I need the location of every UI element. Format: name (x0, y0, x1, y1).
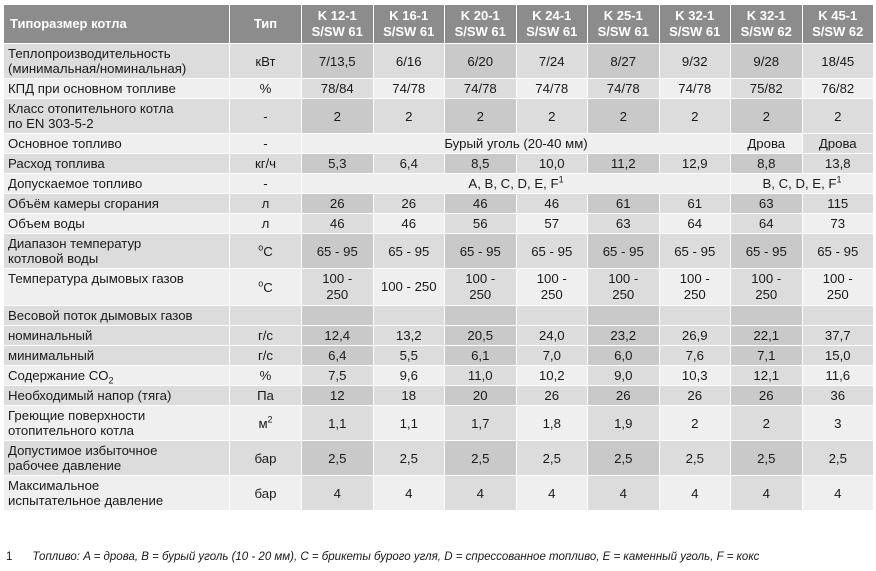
cell-value: 65 - 95 (445, 234, 517, 269)
row-label: Максимальное испытательное давление (4, 476, 230, 511)
cell-value: 26 (516, 386, 588, 406)
row-water-temperature (4, 234, 874, 269)
cell-value: 65 - 95 (373, 234, 445, 269)
header-boiler-size: Типоразмер котла (4, 5, 230, 44)
row-label: Допускаемое топливо (4, 174, 230, 194)
cell-value: 20 (445, 386, 517, 406)
cell-value: 65 - 95 (731, 234, 803, 269)
row-unit: $^o$C (230, 234, 302, 269)
cell-value: 26 (373, 194, 445, 214)
cell-value: 2 (445, 99, 517, 134)
cell-value: 4 (302, 476, 374, 511)
row-co2 (4, 366, 874, 386)
row-allowed-fuel (4, 174, 874, 194)
cell-value: 12,4 (302, 326, 374, 346)
cell-value: 13,8 (802, 154, 874, 174)
cell-value: 63 (731, 194, 803, 214)
cell-value: 2 (659, 406, 731, 441)
cell-value: 10,2 (516, 366, 588, 386)
cell-value: 2,5 (731, 441, 803, 476)
footnote-text: Топливо: A = дрова, B = бурый уголь (10 - 20 мм), C = брикеты бурого угля, D = спрессованное топливо, E = каменный уголь, F = кокс (32, 551, 760, 563)
cell-value: 61 (588, 194, 660, 214)
cell-value: 37,7 (802, 326, 874, 346)
cell-value: 100 - 250 (373, 269, 445, 306)
row-label: Допустимое избыточное рабочее давление (4, 441, 230, 476)
cell-value: 5,5 (373, 346, 445, 366)
cell-value: 74/78 (445, 79, 517, 99)
cell-value (445, 306, 517, 326)
cell-value: 9,0 (588, 366, 660, 386)
cell-value: 2,5 (516, 441, 588, 476)
cell-value: 4 (445, 476, 517, 511)
row-unit: % (230, 366, 302, 386)
cell-value: 12 (302, 386, 374, 406)
header-model: K 20-1 S/SW 61 (445, 5, 517, 44)
cell-value: 7/13,5 (302, 44, 374, 79)
row-label: номинальный (4, 326, 230, 346)
row-unit: кВт (230, 44, 302, 79)
cell-value: 9,6 (373, 366, 445, 386)
cell-value (731, 306, 803, 326)
header-model: K 32-1 S/SW 61 (659, 5, 731, 44)
header-model: K 24-1 S/SW 61 (516, 5, 588, 44)
cell-value: 74/78 (588, 79, 660, 99)
row-label: Теплопроизводительность (минимальная/номинальная) (4, 44, 230, 79)
row-unit: бар (230, 476, 302, 511)
row-fuel-consumption (4, 154, 874, 174)
cell-value: 18 (373, 386, 445, 406)
header-model: K 25-1 S/SW 61 (588, 5, 660, 44)
cell-value: 26,9 (659, 326, 731, 346)
cell-value: 56 (445, 214, 517, 234)
cell-value: 61 (659, 194, 731, 214)
row-draft (4, 386, 874, 406)
cell-value: 26 (588, 386, 660, 406)
cell-value: 63 (588, 214, 660, 234)
cell-value: 11,0 (445, 366, 517, 386)
row-flue-gas-flow-nominal (4, 326, 874, 346)
cell-value: 26 (731, 386, 803, 406)
cell-value: 2,5 (445, 441, 517, 476)
cell-value: 6/20 (445, 44, 517, 79)
cell-value: 2 (731, 406, 803, 441)
boiler-spec-table (3, 4, 874, 511)
cell-value (588, 306, 660, 326)
cell-value: 2 (516, 99, 588, 134)
cell-value: 74/78 (516, 79, 588, 99)
footnote (6, 551, 759, 563)
row-label: Необходимый напор (тяга) (4, 386, 230, 406)
row-unit: $^o$C (230, 269, 302, 306)
cell-value: 64 (659, 214, 731, 234)
header-model: K 16-1 S/SW 61 (373, 5, 445, 44)
cell-value: 2 (731, 99, 803, 134)
cell-value: 65 - 95 (302, 234, 374, 269)
row-unit: - (230, 174, 302, 194)
row-efficiency (4, 79, 874, 99)
cell-value: 12,9 (659, 154, 731, 174)
row-label: Основное топливо (4, 134, 230, 154)
cell-value (373, 306, 445, 326)
cell-value: 5,3 (302, 154, 374, 174)
cell-value: 6,0 (588, 346, 660, 366)
row-boiler-class (4, 99, 874, 134)
cell-value: 2,5 (588, 441, 660, 476)
row-test-pressure (4, 476, 874, 511)
cell-value: 36 (802, 386, 874, 406)
cell-value: 2,5 (802, 441, 874, 476)
cell-value: 11,6 (802, 366, 874, 386)
cell-value: 2 (588, 99, 660, 134)
cell-value: 65 - 95 (588, 234, 660, 269)
cell-value: 6,4 (302, 346, 374, 366)
cell-value: 1,1 (373, 406, 445, 441)
cell-value: Дрова (802, 134, 874, 154)
cell-value: 6/16 (373, 44, 445, 79)
cell-value: 64 (731, 214, 803, 234)
cell-value: 2,5 (659, 441, 731, 476)
cell-value: 4 (802, 476, 874, 511)
cell-value: 2 (302, 99, 374, 134)
cell-value: 24,0 (516, 326, 588, 346)
cell-value: 10,0 (516, 154, 588, 174)
cell-value: 4 (373, 476, 445, 511)
row-label: минимальный (4, 346, 230, 366)
row-label: Содержание $CO_2$ (4, 366, 230, 386)
cell-value: 2,5 (373, 441, 445, 476)
row-unit: - (230, 99, 302, 134)
cell-value: 115 (802, 194, 874, 214)
row-main-fuel (4, 134, 874, 154)
cell-value: 100 - 250 (302, 269, 374, 306)
row-unit: % (230, 79, 302, 99)
cell-value: 7,0 (516, 346, 588, 366)
row-flue-gas-flow (4, 306, 874, 326)
cell-value: 2 (659, 99, 731, 134)
cell-value: 11,2 (588, 154, 660, 174)
row-heating-surface (4, 406, 874, 441)
cell-value: 8/27 (588, 44, 660, 79)
cell-value: 10,3 (659, 366, 731, 386)
cell-value: 46 (516, 194, 588, 214)
cell-value (659, 306, 731, 326)
cell-value: 9/28 (731, 44, 803, 79)
cell-value: 73 (802, 214, 874, 234)
cell-value: 4 (516, 476, 588, 511)
row-unit: г/с (230, 346, 302, 366)
cell-value: Дрова (731, 134, 803, 154)
row-heat-output (4, 44, 874, 79)
cell-value-span: Бурый уголь (20-40 мм) (302, 134, 731, 154)
row-water-volume (4, 214, 874, 234)
cell-value (302, 306, 374, 326)
cell-value: 12,1 (731, 366, 803, 386)
cell-value: 18/45 (802, 44, 874, 79)
cell-value: 7,5 (302, 366, 374, 386)
cell-value: 7/24 (516, 44, 588, 79)
row-unit: - (230, 134, 302, 154)
row-label: Диапазон температур котловой воды (4, 234, 230, 269)
row-unit: л (230, 214, 302, 234)
cell-value: 46 (302, 214, 374, 234)
row-unit: $м^2$ (230, 406, 302, 441)
cell-value: 65 - 95 (516, 234, 588, 269)
cell-value: 46 (373, 214, 445, 234)
cell-value: 26 (659, 386, 731, 406)
cell-value: 3 (802, 406, 874, 441)
cell-value: 2 (802, 99, 874, 134)
cell-value: 9/32 (659, 44, 731, 79)
row-unit (230, 306, 302, 326)
row-label: Расход топлива (4, 154, 230, 174)
cell-value: 100 - 250 (802, 269, 874, 306)
cell-value (802, 306, 874, 326)
cell-value-span: B, C, D, E, $F^1$ (731, 174, 874, 194)
header-row (4, 5, 874, 44)
cell-value: 13,2 (373, 326, 445, 346)
cell-value: 23,2 (588, 326, 660, 346)
cell-value: 74/78 (659, 79, 731, 99)
header-model: K 12-1 S/SW 61 (302, 5, 374, 44)
row-unit: Па (230, 386, 302, 406)
cell-value: 7,1 (731, 346, 803, 366)
row-unit: л (230, 194, 302, 214)
cell-value: 65 - 95 (802, 234, 874, 269)
cell-value: 7,6 (659, 346, 731, 366)
cell-value: 78/84 (302, 79, 374, 99)
cell-value: 100 - 250 (731, 269, 803, 306)
cell-value: 100 - 250 (516, 269, 588, 306)
cell-value: 4 (731, 476, 803, 511)
cell-value: 22,1 (731, 326, 803, 346)
cell-value: 100 - 250 (659, 269, 731, 306)
cell-value: 46 (445, 194, 517, 214)
footnote-number: 1 (6, 551, 13, 563)
cell-value: 6,4 (373, 154, 445, 174)
cell-value: 100 - 250 (445, 269, 517, 306)
cell-value: 74/78 (373, 79, 445, 99)
row-label: Объём камеры сгорания (4, 194, 230, 214)
row-flue-gas-temperature (4, 269, 874, 306)
row-unit: кг/ч (230, 154, 302, 174)
cell-value: 75/82 (731, 79, 803, 99)
row-flue-gas-flow-min (4, 346, 874, 366)
row-label: Греющие поверхности отопительного котла (4, 406, 230, 441)
cell-value: 4 (659, 476, 731, 511)
header-model: K 32-1 S/SW 62 (731, 5, 803, 44)
cell-value: 100 - 250 (588, 269, 660, 306)
cell-value: 65 - 95 (659, 234, 731, 269)
row-working-pressure (4, 441, 874, 476)
row-label: Температура дымовых газов (4, 269, 230, 306)
cell-value: 26 (302, 194, 374, 214)
cell-value-span: A, B, C, D, E, $F^1$ (302, 174, 731, 194)
cell-value: 4 (588, 476, 660, 511)
cell-value: 8,5 (445, 154, 517, 174)
cell-value: 2 (373, 99, 445, 134)
cell-value: 1,7 (445, 406, 517, 441)
row-unit: бар (230, 441, 302, 476)
cell-value: 57 (516, 214, 588, 234)
cell-value: 8,8 (731, 154, 803, 174)
row-label: КПД при основном топливе (4, 79, 230, 99)
header-model: K 45-1 S/SW 62 (802, 5, 874, 44)
header-type: Тип (230, 5, 302, 44)
cell-value: 2,5 (302, 441, 374, 476)
row-unit: г/с (230, 326, 302, 346)
row-label: Класс отопительного котла по EN 303-5-2 (4, 99, 230, 134)
cell-value: 1,9 (588, 406, 660, 441)
cell-value: 1,1 (302, 406, 374, 441)
cell-value: 15,0 (802, 346, 874, 366)
cell-value: 76/82 (802, 79, 874, 99)
row-label: Весовой поток дымовых газов (4, 306, 230, 326)
cell-value: 1,8 (516, 406, 588, 441)
row-chamber-volume (4, 194, 874, 214)
cell-value: 6,1 (445, 346, 517, 366)
cell-value (516, 306, 588, 326)
row-label: Объем воды (4, 214, 230, 234)
cell-value: 20,5 (445, 326, 517, 346)
